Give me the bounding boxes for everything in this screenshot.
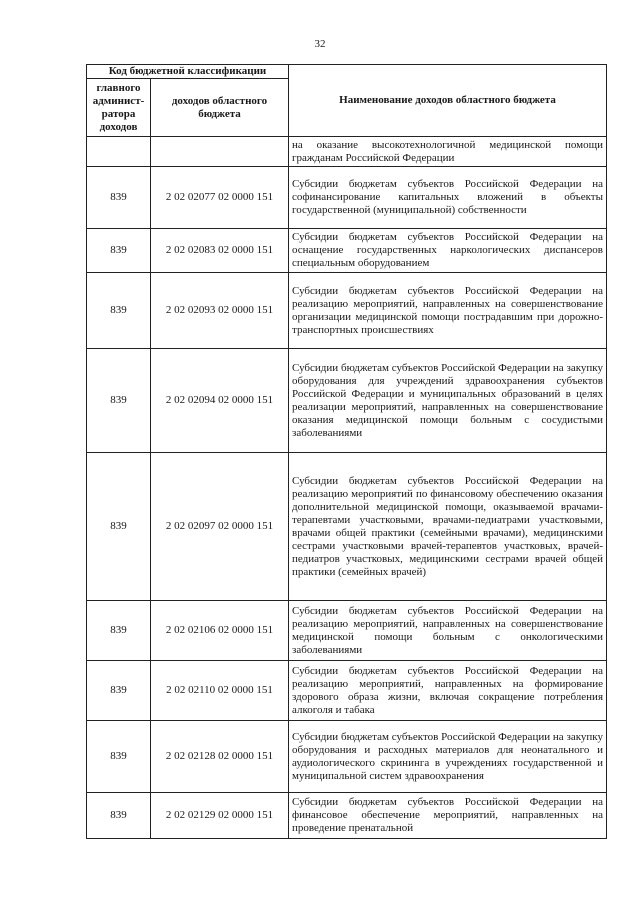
row-budget-code: 2 02 02128 02 0000 151 <box>151 721 289 793</box>
row-admin-code: 839 <box>87 349 151 453</box>
row-description: Субсидии бюджетам субъектов Российской Федерации на софинансирование капитальных вложений в объекты государственной (муниципальной) собственности <box>289 167 607 229</box>
table-row <box>87 661 607 721</box>
row-admin-code: 839 <box>87 229 151 273</box>
row-description: Субсидии бюджетам субъектов Российской Федерации на закупку оборудования для учреждений здравоохранения субъектов Российской Федерации и муниципальных образований в целях реализации мероприятий, направленных на совершенствование оказания медицинской помощи больным с сосудистыми заболеваниями <box>289 349 607 453</box>
row-budget-code: 2 02 02083 02 0000 151 <box>151 229 289 273</box>
row-budget-code: 2 02 02110 02 0000 151 <box>151 661 289 721</box>
header-main-administrator: главного админист-ратора доходов <box>87 79 151 137</box>
row-description: на оказание высокотехнологичной медицинской помощи гражданам Российской Федерации <box>289 137 607 167</box>
row-description: Субсидии бюджетам субъектов Российской Федерации на реализацию мероприятий по финансовому обеспечению оказания дополнительной медицинской помощи, оказываемой врачами-терапевтами участковыми, врачами-педиатрами участковыми, врачами общей практики (семейными врачами), медицинскими сестрами участковыми врачей-терапевтов участковых, врачей-педиатров участковых, медицинскими сестрами врачей общей практики (семейных врачей) <box>289 453 607 601</box>
table-row <box>87 273 607 349</box>
table-row <box>87 349 607 453</box>
row-budget-code: 2 02 02097 02 0000 151 <box>151 453 289 601</box>
row-admin-code: 839 <box>87 167 151 229</box>
row-admin-code: 839 <box>87 453 151 601</box>
table-row <box>87 229 607 273</box>
row-admin-code: 839 <box>87 601 151 661</box>
row-admin-code: 839 <box>87 661 151 721</box>
table-row <box>87 137 607 167</box>
header-revenue-name: Наименование доходов областного бюджета <box>289 65 607 137</box>
row-description: Субсидии бюджетам субъектов Российской Федерации на реализацию мероприятий, направленных на совершенствование организации медицинской помощи пострадавшим при дорожно-транспортных происшествиях <box>289 273 607 349</box>
row-admin-code: 839 <box>87 793 151 839</box>
row-description: Субсидии бюджетам субъектов Российской Федерации на закупку оборудования и расходных материалов для неонатального и аудиологического скрининга в учреждениях государственной и муниципальной систем здравоохранения <box>289 721 607 793</box>
row-budget-code: 2 02 02077 02 0000 151 <box>151 167 289 229</box>
header-classification-code: Код бюджетной классификации <box>87 65 289 79</box>
row-description: Субсидии бюджетам субъектов Российской Федерации на реализацию мероприятий, направленных на совершенствование медицинской помощи больным с онкологическими заболеваниями <box>289 601 607 661</box>
row-description: Субсидии бюджетам субъектов Российской Федерации на оснащение государственных наркологических диспансеров специальным оборудованием <box>289 229 607 273</box>
row-budget-code: 2 02 02094 02 0000 151 <box>151 349 289 453</box>
table-row <box>87 453 607 601</box>
budget-classification-table <box>86 64 607 839</box>
row-budget-code: 2 02 02106 02 0000 151 <box>151 601 289 661</box>
row-budget-code: 2 02 02093 02 0000 151 <box>151 273 289 349</box>
header-regional-revenue: доходов областного бюджета <box>151 79 289 137</box>
table-row <box>87 793 607 839</box>
row-admin-code: 839 <box>87 721 151 793</box>
table-row <box>87 721 607 793</box>
row-description: Субсидии бюджетам субъектов Российской Федерации на реализацию мероприятий, направленных на формирование здорового образа жизни, включая сокращение потребления алкоголя и табака <box>289 661 607 721</box>
row-admin-code: 839 <box>87 273 151 349</box>
row-budget-code: 2 02 02129 02 0000 151 <box>151 793 289 839</box>
table-row <box>87 601 607 661</box>
row-admin-code <box>87 137 151 167</box>
row-budget-code <box>151 137 289 167</box>
page-number: 32 <box>314 38 326 50</box>
table-row <box>87 167 607 229</box>
row-description: Субсидии бюджетам субъектов Российской Федерации на финансовое обеспечение мероприятий, направленных на проведение пренатальной <box>289 793 607 839</box>
